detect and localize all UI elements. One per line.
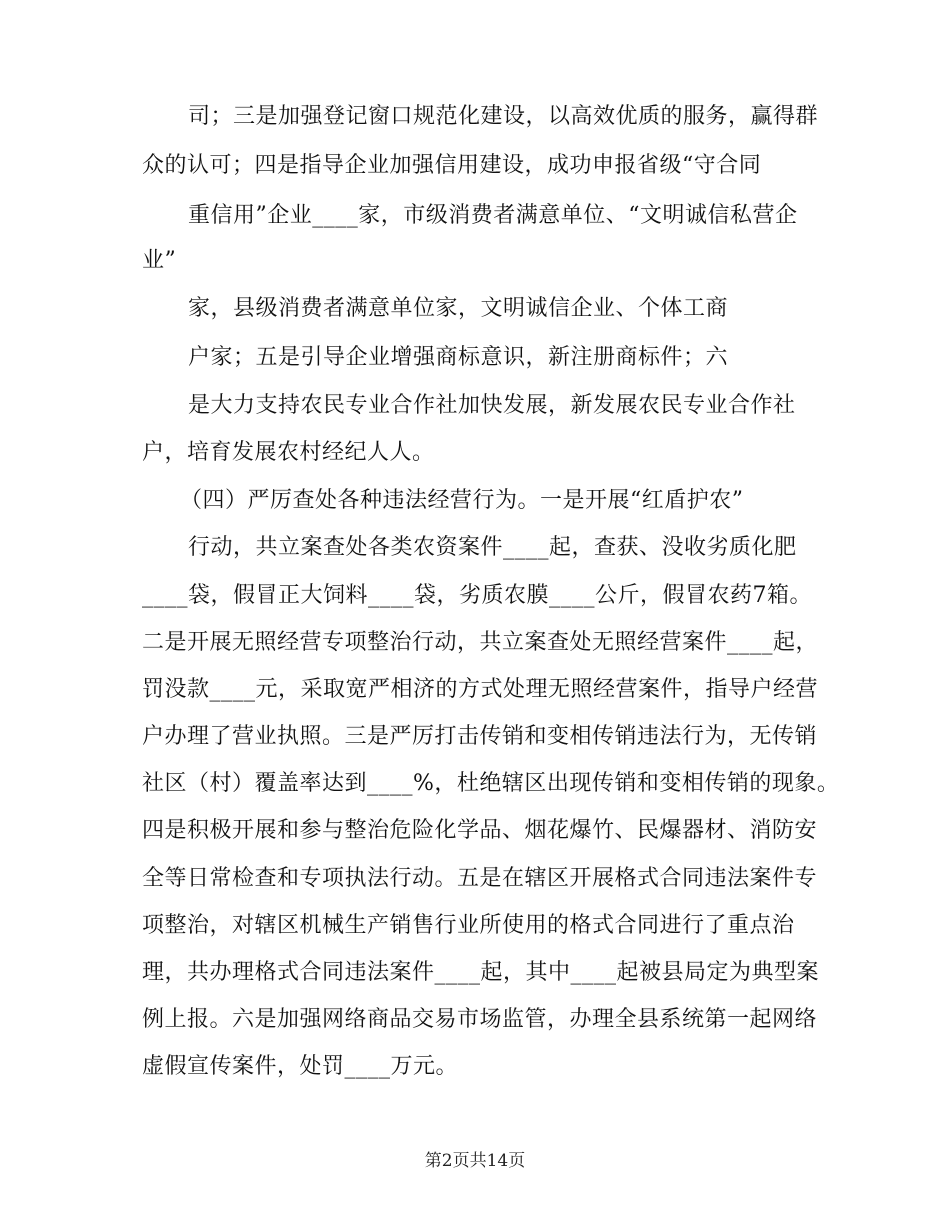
text-line: 众的认可；四是指导企业加强信用建设，成功申报省级“守合同 <box>142 153 762 178</box>
text-line: 是大力支持农民专业合作社加快发展，新发展农民专业合作社 <box>188 393 796 418</box>
section-heading-line: （四）严厉查处各种违法经营行为。一是开展“红盾护农” <box>180 488 744 513</box>
text-line: 例上报。六是加强网络商品交易市场监管，办理全县系统第一起网络 <box>142 1007 818 1032</box>
text-line: 四是积极开展和参与整治危险化学品、烟花爆竹、民爆器材、消防安 <box>142 818 818 843</box>
text-line: 行动，共立案查处各类农资案件____起，查获、没收劣质化肥 <box>188 535 797 560</box>
text-line: 家，县级消费者满意单位家，文明诚信企业、个体工商 <box>188 296 729 321</box>
text-line: 户，培育发展农村经纪人人。 <box>142 440 435 465</box>
text-line: 业” <box>142 248 177 273</box>
text-line: 虚假宣传案件，处罚____万元。 <box>142 1054 459 1079</box>
text-line: 重信用”企业____家，市级消费者满意单位、“文明诚信私营企 <box>188 203 798 228</box>
text-line: 全等日常检查和专项执法行动。五是在辖区开展格式合同违法案件专 <box>142 866 818 891</box>
text-line: 罚没款____元，采取宽严相济的方式处理无照经营案件，指导户经营 <box>142 677 819 702</box>
text-line: 户办理了营业执照。三是严厉打击传销和变相传销违法行为，无传销 <box>142 724 818 749</box>
text-line: ____袋，假冒正大饲料____袋，劣质农膜____公斤，假冒农药7箱。 <box>142 583 812 608</box>
text-line: 二是开展无照经营专项整治行动，共立案查处无照经营案件____起， <box>142 630 819 655</box>
text-line: 社区（村）覆盖率达到____%，杜绝辖区出现传销和变相传销的现象。 <box>142 771 840 796</box>
text-line: 项整治，对辖区机械生产销售行业所使用的格式合同进行了重点治 <box>142 913 795 938</box>
page-number-footer: 第2页共14页 <box>424 1151 526 1171</box>
text-line: 司；三是加强登记窗口规范化建设，以高效优质的服务，赢得群 <box>188 104 819 129</box>
text-line: 户家；五是引导企业增强商标意识，新注册商标件；六 <box>188 345 729 370</box>
text-line: 理，共办理格式合同违法案件____起，其中____起被县局定为典型案 <box>142 960 820 985</box>
